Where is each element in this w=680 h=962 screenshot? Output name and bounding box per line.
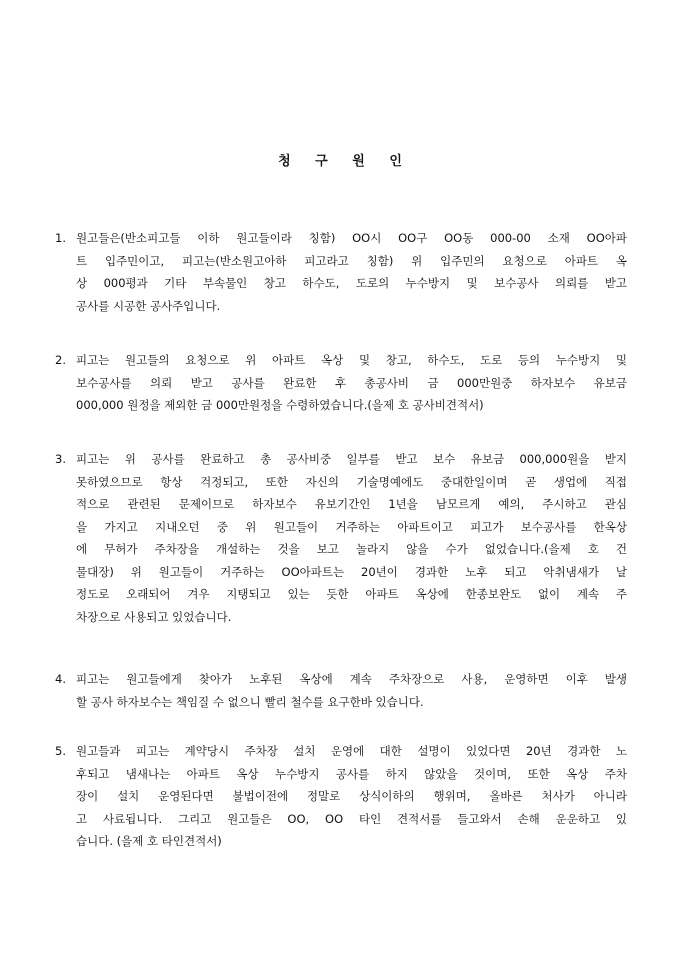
- claim-item-4: [55, 668, 627, 713]
- item-line: 못하였으므로 항상 걱정되고, 또한 자신의 기술명예에도 중대한일이며 곧 생업에 직접: [76, 474, 627, 489]
- item-line: 고 사료됩니다. 그리고 원고들은 OO, OO 타인 견적서를 들고와서 손해 운운하고 있: [76, 811, 627, 826]
- item-line: 공사를 시공한 공사주입니다.: [76, 298, 221, 313]
- item-number: 1.: [55, 231, 66, 245]
- item-line: 3. 피고는 위 공사를 완료하고 총 공사비중 일부를 받고 보수 유보금 000,000원을 받지: [55, 448, 627, 471]
- item-line: 물대장) 위 원고들이 거주하는 OO아파트는 20년이 경과한 노후 되고 악취냄새가 날: [76, 564, 627, 579]
- item-line: 정도로 오래되어 겨우 지탱되고 있는 듯한 아파트 옥상에 한종보완도 없이 계속 주: [76, 587, 627, 601]
- item-line: 1. 원고들은(반소피고들 이하 원고들이라 칭함) OO시 OO구 OO동 000-00 소재 OO아파: [55, 227, 627, 250]
- item-line: 할 공사 하자보수는 책임질 수 없으니 빨리 철수를 요구한바 있습니다.: [76, 694, 424, 709]
- item-line: 을 가지고 지내오던 중 위 원고들이 거주하는 아파트이고 피고가 보수공사를 한옥상: [76, 519, 627, 534]
- item-line: 보수공사를 의뢰 받고 공사를 완료한 후 총공사비 금 000만원중 하자보수 유보금: [76, 375, 627, 390]
- item-line: 적으로 관련된 문제이므로 하자보수 유보기간인 1년을 남모르게 예의, 주시하고 관심: [76, 497, 627, 511]
- item-line: 상 000평과 기타 부속물인 창고 하수도, 도로의 누수방지 및 보수공사 의뢰를 받고: [76, 276, 627, 290]
- item-line: 4. 피고는 원고들에게 찾아가 노후된 옥상에 계속 주차장으로 사용, 운영하면 이후 발생: [55, 668, 627, 691]
- item-line: 습니다. (을제 호 타인견적서): [76, 834, 222, 848]
- item-line: 2. 피고는 원고들의 요청으로 위 아파트 옥상 및 창고, 하수도, 도로 등의 누수방지 및: [55, 349, 627, 372]
- item-number: 2.: [55, 353, 66, 367]
- claim-item-2: [55, 349, 627, 417]
- document-title: 청 구 원 인: [278, 154, 402, 169]
- item-line: 후되고 냄새나는 아파트 옥상 누수방지 공사를 하지 않았을 것이며, 또한 옥상 주차: [76, 766, 627, 781]
- item-number: 4.: [55, 672, 66, 686]
- claim-item-5: [55, 740, 627, 853]
- item-line: 차장으로 사용되고 있었습니다.: [76, 609, 232, 624]
- claim-item-3: [55, 448, 627, 628]
- item-line: 장이 설치 운영된다면 불법이전에 정말로 상식이하의 행위며, 올바른 처사가 아니라: [76, 789, 627, 803]
- claim-item-1: [55, 227, 627, 317]
- item-line: 트 입주민이고, 피고는(반소원고아하 피고라고 칭함) 위 입주민의 요청으로 아파트 옥: [76, 253, 627, 268]
- item-line: 5. 원고들과 피고는 계약당시 주차장 설치 운영에 대한 설명이 있었다면 20년 경과한 노: [55, 740, 627, 763]
- item-line: 에 무허가 주차장을 개설하는 것을 보고 놀라지 않을 수가 없었습니다.(을제 호 건: [76, 542, 627, 556]
- item-number: 3.: [55, 452, 66, 466]
- item-line: 000,000 원정을 제외한 금 000만원정을 수령하였습니다.(을제 호 공사비견적서): [76, 398, 484, 412]
- item-number: 5.: [55, 744, 66, 758]
